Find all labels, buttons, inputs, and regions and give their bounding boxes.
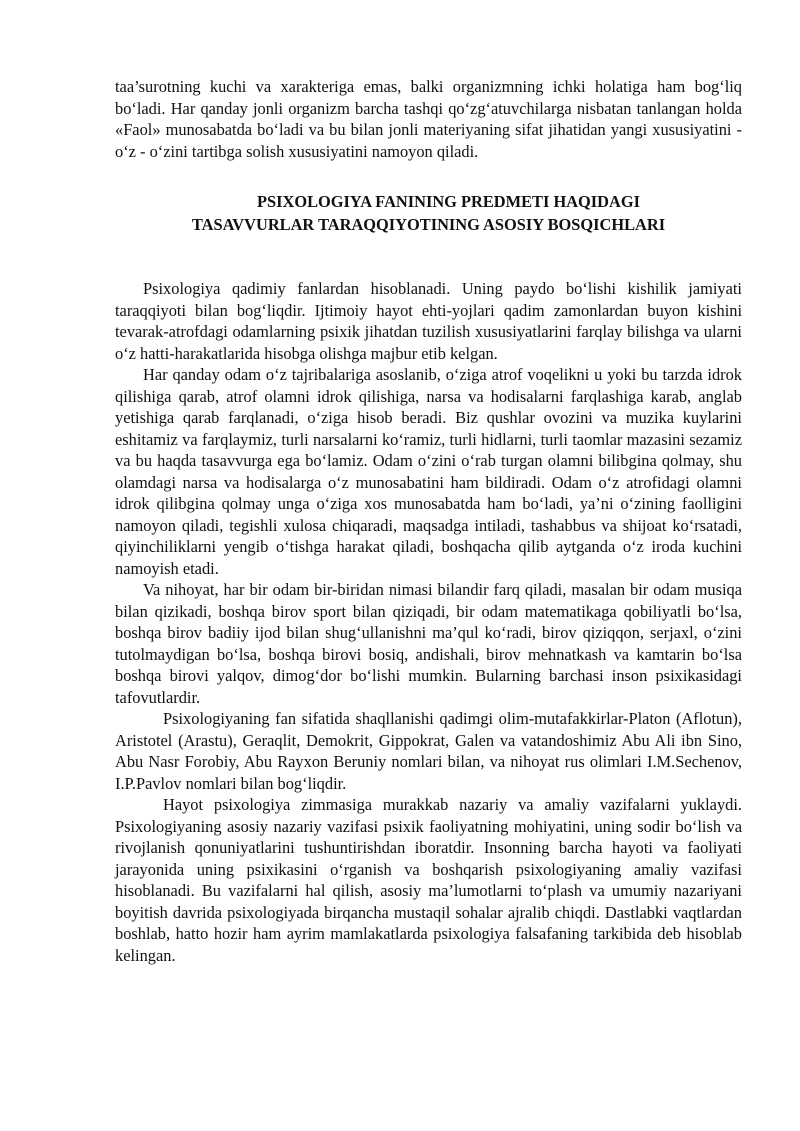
heading-line-2: TASAVVURLAR TARAQQIYOTINING ASOSIY BOSQICHLARI bbox=[191, 215, 666, 234]
paragraph-3: Va nihoyat, har bir odam bir-biridan nimasi bilandir farq qiladi, masalan bir odam musiqa bilan qizikadi, boshqa birov sport bilan qiziqadi, bir odam matematikaga qobiliyatli bo‘lsa, boshqa birov badiiy ijod bilan shug‘ullanishni ma’qul ko‘radi, birov qiziqqon, serjaxl, o‘zini tutolmaydigan bo‘lsa, boshqa birovi bosiq, andishali, birov mehnatkash va kamtarin bo‘lsa boshqa birovi yalqov, dimog‘dor bo‘lishi mumkin. Bularning barchasi inson psixikasidagi tafovutlardir. bbox=[115, 580, 742, 707]
intro-paragraph: taa’surotning kuchi va xarakteriga emas, balki organizmning ichki holatiga ham bog‘liq bo‘ladi. Har qanday jonli organizm barcha tashqi qo‘zg‘atuvchilarga nisbatan tanlangan holda «Faol» munosabatda bo‘ladi va bu bilan jonli materiyaning sifat jihatidan yangi xususiyatini - o‘z - o‘zini tartibga solish xususiyatini namoyon qiladi. bbox=[115, 77, 742, 161]
paragraph-1: Psixologiya qadimiy fanlardan hisoblanadi. Uning paydo bo‘lishi kishilik jamiyati taraqqiyoti bilan bog‘liqdir. Ijtimoiy hayot ehti-yojlari qadim zamonlardan buyon kishini tevarak-atrofdagi odamlarning psixik jihatdan tuzilish xususiyatlarini farqlay bilishga va ularni o‘z hatti-harakatlarida hisobga olishga majbur etib kelgan. bbox=[115, 279, 742, 363]
paragraph-5: Hayot psixologiya zimmasiga murakkab nazariy va amaliy vazifalarni yuklaydi. Psixologiyaning asosiy nazariy vazifasi psixik faoliyatning mohiyatini, uning sodir bo‘lish va rivojlanish qonuniyatlarini tushuntirishdan iboratdir. Insonning barcha hayoti va faoliyati jarayonida uning psixikasini o‘rganish va boshqarish psixologiyaning amaliy vazifasi hisoblanadi. Bu vazifalarni hal qilish, asosiy ma’lumotlarni to‘plash va umumiy nazariyani boyitish davrida psixologiyada birqancha mustaqil sohalar ajralib chiqdi. Dastlabki vaqtlardan boshlab, hatto hozir ham ayrim mamlakatlarda psixologiya falsafaning tarkibida deb hisoblab kelingan. bbox=[115, 795, 742, 965]
heading-line-1: PSIXOLOGIYA FANINING PREDMETI HAQIDAGI bbox=[257, 192, 640, 211]
paragraph-4: Psixologiyaning fan sifatida shaqllanishi qadimgi olim-mutafakkirlar-Platon (Aflotun), Aristotel (Arastu), Geraqlit, Demokrit, Gippokrat, Galen va vatandoshimiz Abu Ali ibn Sino, Abu Nasr Forobiy, Abu Rayxon Beruniy nomlari bilan, va nihoyat rus olimlari I.M.Sechenov, I.P.Pavlov nomlari bilan bog‘liqdir. bbox=[115, 709, 742, 793]
paragraph-2: Har qanday odam o‘z tajribalariga asoslanib, o‘ziga atrof voqelikni u yoki bu tarzda idrok qilishiga qarab, atrof olamni idrok qilishiga, narsa va hodisalarni farqlashiga karab, anglab yetishiga qarab farqlanadi, o‘ziga hisob beradi. Biz qushlar ovozini va muzika kuylarini eshitamiz va farqlaymiz, turli narsalarni ko‘ramiz, turli hidlarni, turli taomlar mazasini sezamiz va bu haqda tasavvurga ega bo‘lamiz. Odam o‘zini o‘rab turgan olamni bilibgina qolmay, shu olamdagi narsa va hodisalarga o‘z munosabatini ham bildiradi. Odam o‘z atrofidagi olamni idrok qilibgina qolmay unga o‘ziga xos munosabatda ham bo‘ladi, ya’ni o‘zining faolligini namoyon qiladi, tegishli xulosa chiqaradi, maqsadga intiladi, tashabbus va shijoat ko‘rsatadi, qiyinchiliklarni yengib o‘tishga harakat qiladi, boshqacha qilib aytganda o‘z iroda kuchini namoyish etadi. bbox=[115, 365, 742, 578]
section-heading bbox=[115, 190, 742, 236]
spacer bbox=[115, 236, 742, 278]
